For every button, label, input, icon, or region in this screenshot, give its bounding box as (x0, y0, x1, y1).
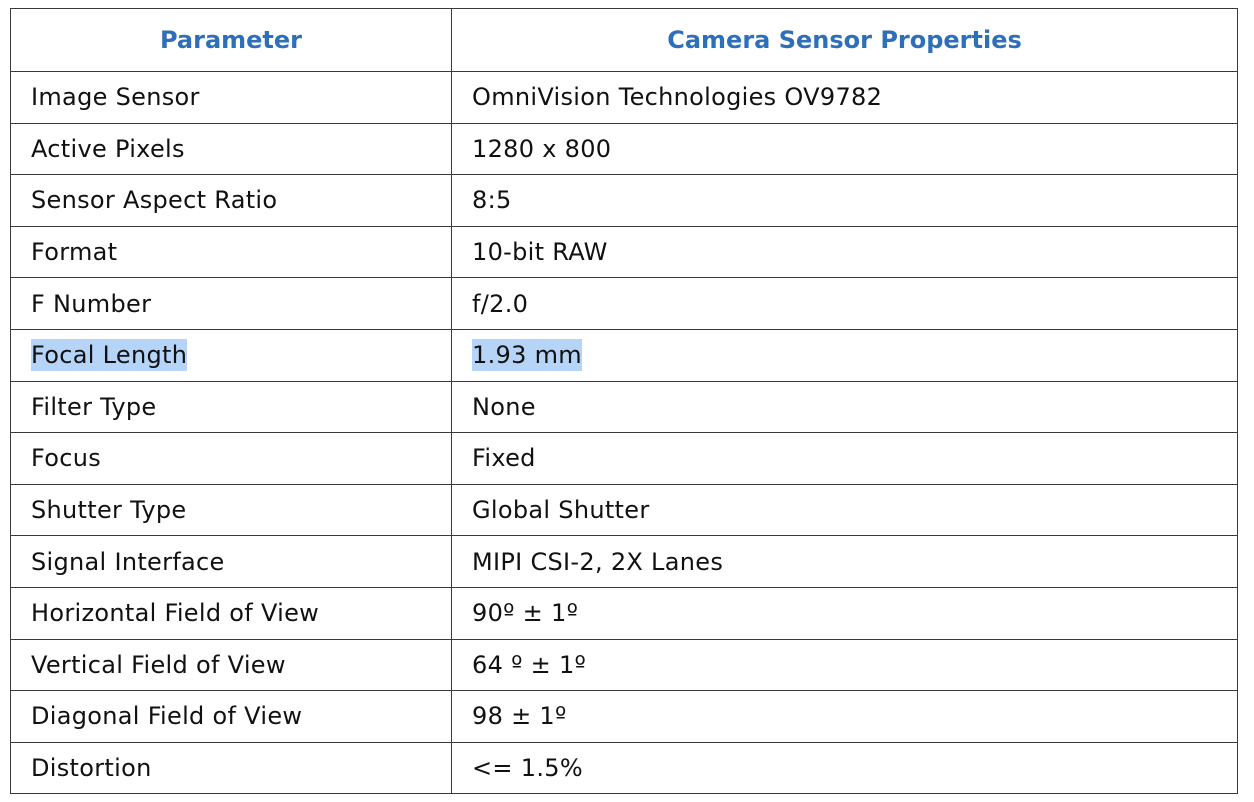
parameter-text[interactable]: Shutter Type (31, 496, 187, 525)
value-text[interactable]: 1280 x 800 (472, 134, 612, 163)
parameter-text[interactable]: Signal Interface (31, 547, 225, 576)
value-cell (452, 226, 1238, 278)
table-header-row (11, 9, 1238, 72)
parameter-text[interactable]: Distortion (31, 754, 152, 783)
camera-sensor-properties-table (10, 8, 1238, 794)
value-text[interactable]: Fixed (472, 444, 536, 473)
parameter-text[interactable]: Diagonal Field of View (31, 702, 303, 731)
value-cell (452, 691, 1238, 743)
parameter-text[interactable]: Focus (31, 444, 102, 473)
table-row (11, 536, 1238, 588)
value-text[interactable]: 98 ± 1º (472, 702, 567, 731)
parameter-text[interactable]: Active Pixels (31, 134, 185, 163)
selected-value-text[interactable]: 1.93 mm (472, 341, 582, 370)
table-row (11, 484, 1238, 536)
table-row (11, 278, 1238, 330)
value-cell (452, 433, 1238, 485)
header-parameter: Parameter (11, 9, 452, 72)
value-cell (452, 123, 1238, 175)
table-row (11, 72, 1238, 124)
value-cell (452, 742, 1238, 794)
value-cell (452, 639, 1238, 691)
parameter-cell (11, 691, 452, 743)
table-row (11, 226, 1238, 278)
value-cell (452, 484, 1238, 536)
value-cell (452, 72, 1238, 124)
table-body (11, 72, 1238, 794)
table-row (11, 433, 1238, 485)
table-row-selected (11, 329, 1238, 381)
table-row (11, 123, 1238, 175)
parameter-text[interactable]: Format (31, 238, 118, 267)
parameter-cell (11, 329, 452, 381)
parameter-cell (11, 742, 452, 794)
value-text[interactable]: 90º ± 1º (472, 599, 579, 628)
value-text[interactable]: 8:5 (472, 186, 512, 215)
value-text[interactable]: None (472, 392, 536, 421)
table-row (11, 639, 1238, 691)
value-cell (452, 175, 1238, 227)
table-row (11, 175, 1238, 227)
value-cell (452, 278, 1238, 330)
parameter-cell (11, 175, 452, 227)
table-row (11, 381, 1238, 433)
parameter-text[interactable]: Image Sensor (31, 83, 200, 112)
value-text[interactable]: 64 º ± 1º (472, 650, 587, 679)
parameter-cell (11, 639, 452, 691)
parameter-cell (11, 123, 452, 175)
value-cell (452, 329, 1238, 381)
header-camera-sensor-properties: Camera Sensor Properties (452, 9, 1238, 72)
parameter-cell (11, 226, 452, 278)
parameter-cell (11, 72, 452, 124)
selected-parameter-text[interactable]: Focal Length (31, 341, 188, 370)
parameter-cell (11, 484, 452, 536)
table-row (11, 742, 1238, 794)
table-row (11, 691, 1238, 743)
value-cell (452, 381, 1238, 433)
value-text[interactable]: 10-bit RAW (472, 238, 608, 267)
parameter-cell (11, 536, 452, 588)
parameter-cell (11, 278, 452, 330)
table-row (11, 587, 1238, 639)
value-cell (452, 587, 1238, 639)
value-text[interactable]: f/2.0 (472, 289, 529, 318)
value-text[interactable]: MIPI CSI-2, 2X Lanes (472, 547, 724, 576)
parameter-cell (11, 587, 452, 639)
value-text[interactable]: OmniVision Technologies OV9782 (472, 83, 883, 112)
parameter-cell (11, 381, 452, 433)
parameter-text[interactable]: Horizontal Field of View (31, 599, 320, 628)
value-text[interactable]: Global Shutter (472, 496, 650, 525)
parameter-text[interactable]: Filter Type (31, 392, 157, 421)
parameter-text[interactable]: F Number (31, 289, 152, 318)
value-cell (452, 536, 1238, 588)
value-text[interactable]: <= 1.5% (472, 754, 583, 783)
parameter-text[interactable]: Vertical Field of View (31, 650, 286, 679)
parameter-text[interactable]: Sensor Aspect Ratio (31, 186, 278, 215)
parameter-cell (11, 433, 452, 485)
